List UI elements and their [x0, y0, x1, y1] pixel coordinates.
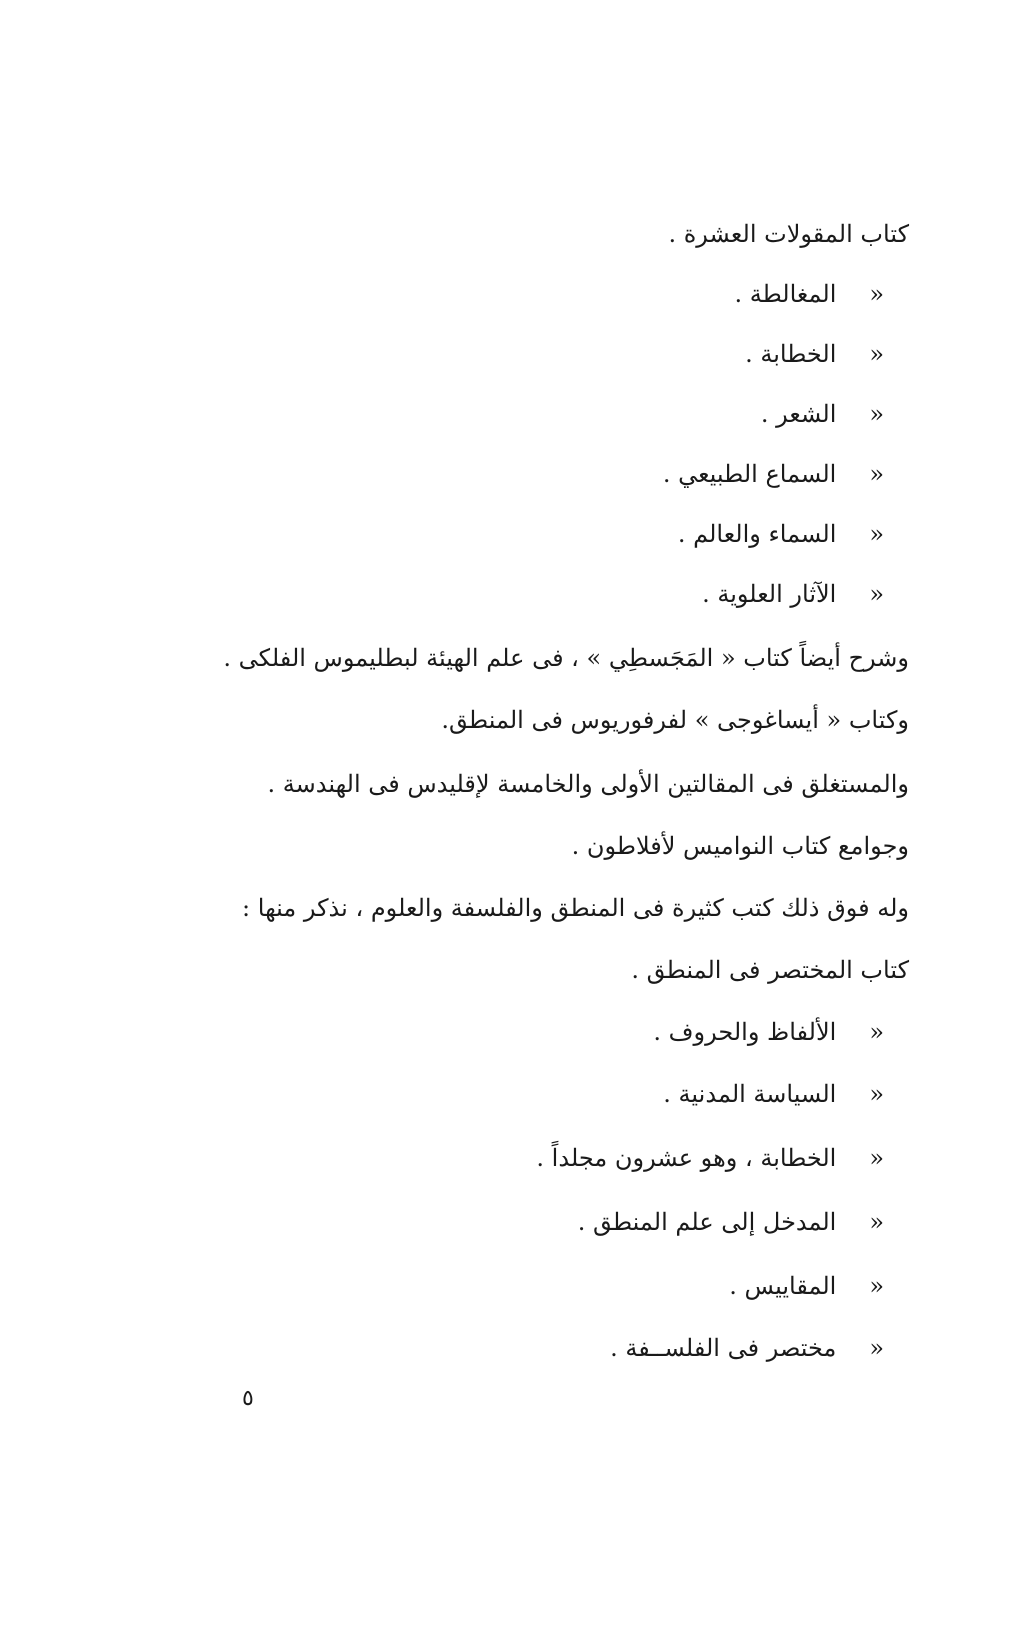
- list-item: [536, 1142, 884, 1174]
- list-item: [663, 1078, 884, 1110]
- line-text: الخطابة ، وهو عشرون مجلداً .: [536, 1144, 837, 1172]
- ditto-mark: «: [869, 1144, 884, 1172]
- line-text: وله فوق ذلك كتب كثيرة فى المنطق والفلسفة والعلوم ، نذكر منها :: [242, 894, 909, 922]
- ditto-mark: «: [869, 1208, 884, 1236]
- list-item: [578, 1206, 884, 1238]
- text-line: [572, 830, 909, 862]
- line-text: المغالطة .: [734, 280, 837, 308]
- list-item: [729, 1270, 884, 1302]
- text-line: [223, 642, 909, 674]
- ditto-mark: «: [869, 1018, 884, 1046]
- line-text: المدخل إلى علم المنطق .: [577, 1208, 837, 1236]
- text-line: [631, 954, 909, 986]
- ditto-mark: «: [869, 460, 884, 488]
- ditto-mark: «: [869, 280, 884, 308]
- list-item: [653, 1016, 884, 1048]
- line-text: الشعر .: [760, 400, 837, 428]
- line-text: وجوامع كتاب النواميس لأفلاطون .: [571, 832, 909, 860]
- text-line: [668, 218, 909, 250]
- list-item: [761, 398, 884, 430]
- line-text: السماع الطبيعي .: [662, 460, 837, 488]
- line-text: وشرح أيضاً كتاب « المَجَسطِي » ، فى علم الهيئة لبطليموس الفلكى .: [223, 644, 909, 672]
- list-item: [745, 338, 884, 370]
- page-number: ٥: [242, 1386, 254, 1411]
- line-text: السياسة المدنية .: [663, 1080, 837, 1108]
- line-text: المقاييس .: [729, 1272, 837, 1300]
- list-item: [702, 578, 884, 610]
- line-text: كتاب المختصر فى المنطق .: [631, 956, 909, 984]
- list-item: [678, 518, 884, 550]
- line-text: كتاب المقولات العشرة .: [668, 220, 909, 248]
- text-line: [441, 704, 909, 736]
- list-item: [663, 458, 884, 490]
- line-text: السماء والعالم .: [677, 520, 837, 548]
- list-item: [734, 278, 884, 310]
- list-item: [610, 1332, 884, 1364]
- ditto-mark: «: [869, 400, 884, 428]
- line-text: والمستغلق فى المقالتين الأولى والخامسة لإقليدس فى الهندسة .: [267, 770, 909, 798]
- ditto-mark: «: [869, 1272, 884, 1300]
- text-line: [268, 768, 910, 800]
- text-line: [242, 892, 909, 924]
- ditto-mark: «: [869, 520, 884, 548]
- line-text: مختصر فى الفلســفة .: [610, 1334, 837, 1362]
- line-text: الألفاظ والحروف .: [653, 1018, 837, 1046]
- ditto-mark: «: [869, 580, 884, 608]
- line-text: وكتاب « أيساغوجى » لفرفوريوس فى المنطق.: [441, 706, 909, 734]
- line-text: الآثار العلوية .: [702, 580, 837, 608]
- ditto-mark: «: [869, 1080, 884, 1108]
- ditto-mark: «: [869, 340, 884, 368]
- line-text: الخطابة .: [745, 340, 837, 368]
- ditto-mark: «: [869, 1334, 884, 1362]
